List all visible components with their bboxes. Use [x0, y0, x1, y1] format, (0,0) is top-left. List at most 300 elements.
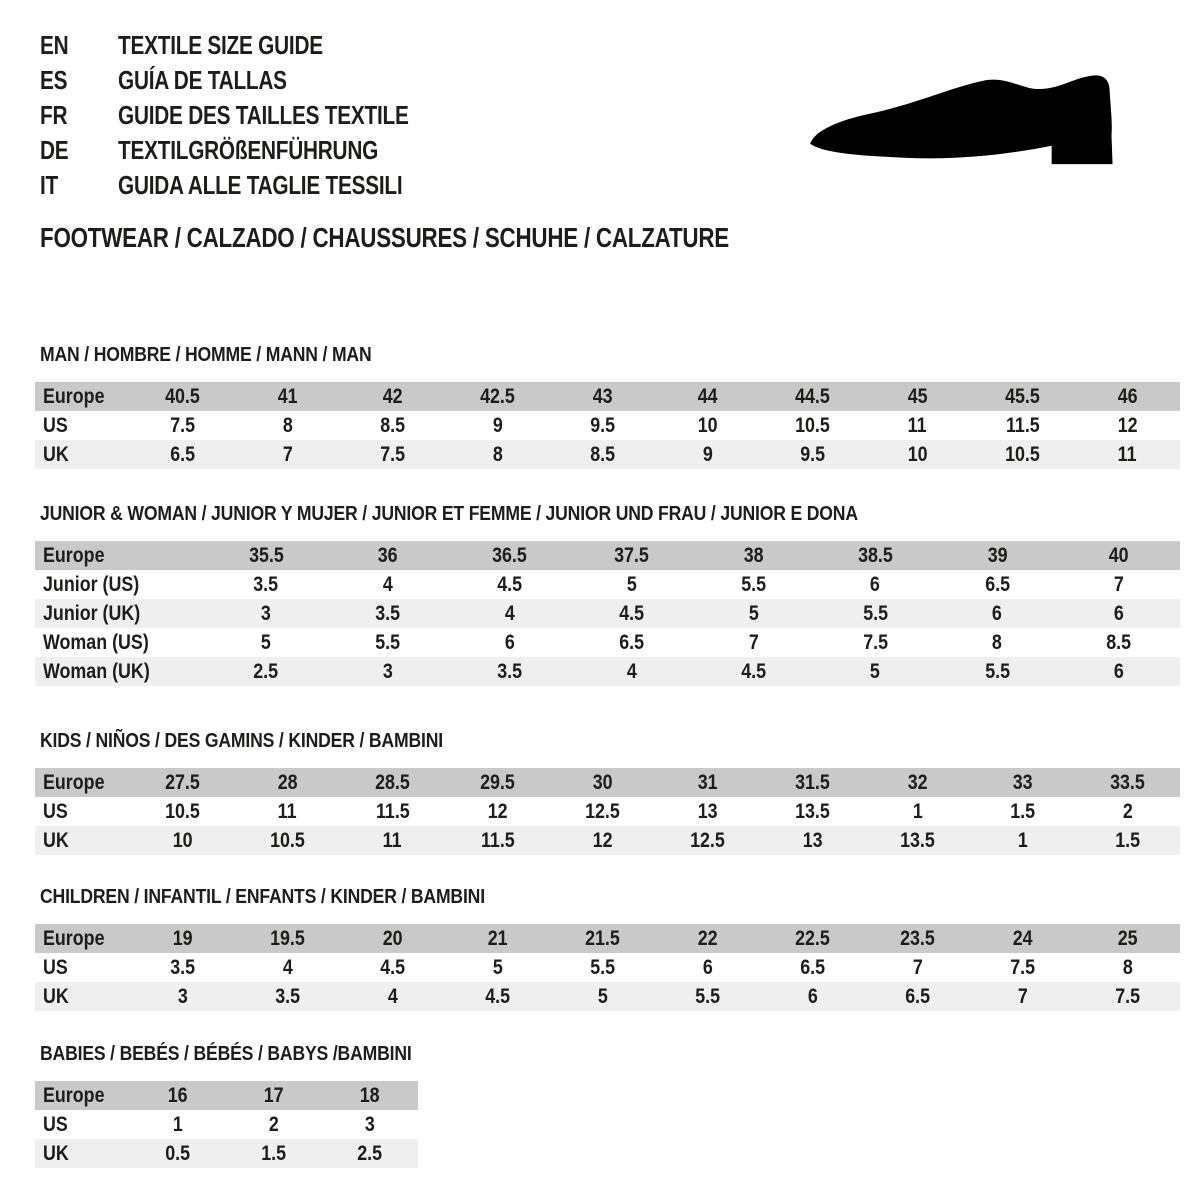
language-code-text: IT — [40, 170, 59, 200]
row-label-text: Europe — [43, 770, 105, 794]
size-cell-text: 31.5 — [795, 770, 830, 794]
size-cell — [130, 1139, 226, 1168]
size-cell-text: 7 — [748, 630, 759, 654]
size-cell — [205, 628, 327, 657]
row-label — [35, 382, 130, 411]
size-cell — [693, 570, 815, 599]
size-cell-text: 7.5 — [1115, 984, 1140, 1008]
size-cell-text: 11 — [278, 799, 297, 823]
size-cell — [130, 982, 235, 1011]
section-title-text: CHILDREN / INFANTIL / ENFANTS / KINDER / BAMBINI — [40, 886, 485, 908]
row-label — [35, 570, 205, 599]
size-cell-text: 21 — [487, 926, 508, 950]
size-cell-text: 1.5 — [261, 1141, 287, 1165]
size-cell-text: 1.5 — [1010, 799, 1035, 823]
size-cell-text: 22 — [697, 926, 718, 950]
size-cell-text: 7.5 — [862, 630, 888, 654]
table-row — [35, 657, 1180, 686]
size-cell — [970, 982, 1075, 1011]
size-cell — [235, 411, 340, 440]
size-cell-text: 25 — [1117, 926, 1138, 950]
size-cell-text: 41 — [277, 384, 298, 408]
size-cell — [322, 1110, 418, 1139]
size-cell-text: 18 — [360, 1083, 380, 1107]
size-cell-text: 6.5 — [984, 572, 1010, 596]
size-cell — [235, 382, 340, 411]
size-cell-text: 38 — [743, 543, 764, 567]
size-cell-text: 7 — [912, 955, 923, 979]
size-cell-text: 4.5 — [485, 984, 510, 1008]
size-cell — [760, 440, 865, 469]
section-junior-woman — [35, 504, 1180, 686]
size-cell-text: 10.5 — [795, 413, 830, 437]
size-cell — [445, 826, 550, 855]
row-label-text: Junior (UK) — [43, 601, 141, 625]
size-cell — [760, 982, 865, 1011]
size-cell — [235, 440, 340, 469]
size-cell — [1075, 953, 1180, 982]
table-row — [35, 768, 1180, 797]
size-cell-text: 4 — [382, 572, 393, 596]
row-label-text: Junior (US) — [43, 572, 140, 596]
size-cell — [865, 440, 970, 469]
size-cell — [550, 924, 655, 953]
size-cell — [865, 953, 970, 982]
table-row — [35, 570, 1180, 599]
size-cell-text: 4.5 — [380, 955, 405, 979]
size-cell-text: 7 — [1114, 572, 1125, 596]
size-cell-text: 6.5 — [170, 442, 195, 466]
size-cell-text: 30 — [592, 770, 613, 794]
size-cell — [550, 768, 655, 797]
row-label — [35, 797, 130, 826]
language-row — [40, 168, 481, 203]
size-cell-text: 8.5 — [380, 413, 405, 437]
size-cell-text: 10 — [697, 413, 718, 437]
size-cell-text: 12 — [1117, 413, 1138, 437]
size-cell — [226, 1139, 322, 1168]
section-children — [35, 887, 1180, 1011]
size-cell-text: 3 — [260, 601, 271, 625]
section-title — [40, 887, 1180, 907]
language-code — [40, 65, 118, 96]
language-title-text: TEXTILGRÖßENFÜHRUNG — [118, 135, 379, 165]
size-table — [35, 1081, 418, 1168]
size-cell-text: 6 — [1114, 601, 1125, 625]
size-cell-text: 2.5 — [357, 1141, 383, 1165]
language-row — [40, 63, 481, 98]
table-row — [35, 953, 1180, 982]
size-table — [35, 541, 1180, 686]
language-code-text: ES — [40, 65, 68, 95]
section-kids — [35, 731, 1180, 855]
size-cell — [814, 570, 936, 599]
size-cell — [327, 628, 449, 657]
size-cell — [1058, 570, 1180, 599]
category-line-text: FOOTWEAR / CALZADO / CHAUSSURES / SCHUHE / CALZATURE — [40, 222, 729, 253]
section-title — [40, 1044, 462, 1064]
size-cell-text: 38.5 — [857, 543, 893, 567]
size-cell-text: 1 — [1017, 828, 1028, 852]
size-cell — [130, 768, 235, 797]
size-cell-text: 27.5 — [165, 770, 200, 794]
row-label-text: UK — [43, 1141, 69, 1165]
size-cell — [340, 826, 445, 855]
size-cell-text: 8 — [992, 630, 1003, 654]
language-code — [40, 135, 118, 166]
size-cell-text: 28 — [277, 770, 298, 794]
size-cell — [449, 599, 571, 628]
size-cell-text: 3.5 — [275, 984, 300, 1008]
size-cell — [1075, 768, 1180, 797]
size-cell — [550, 440, 655, 469]
size-cell-text: 24 — [1012, 926, 1033, 950]
size-cell-text: 3.5 — [170, 955, 195, 979]
row-label-text: UK — [43, 828, 69, 852]
size-cell-text: 4 — [387, 984, 398, 1008]
size-cell — [235, 826, 340, 855]
language-title — [118, 30, 374, 61]
size-cell — [226, 1081, 322, 1110]
size-cell — [760, 953, 865, 982]
size-cell-text: 36.5 — [492, 543, 528, 567]
size-cell — [449, 657, 571, 686]
size-cell-text: 2 — [1122, 799, 1133, 823]
table-row — [35, 599, 1180, 628]
size-cell — [445, 924, 550, 953]
size-cell — [130, 953, 235, 982]
section-title-text: BABIES / BEBÉS / BÉBÉS / BABYS /BAMBINI — [40, 1043, 412, 1065]
size-cell — [340, 768, 445, 797]
section-title — [40, 731, 1180, 751]
section-title-text: KIDS / NIÑOS / DES GAMINS / KINDER / BAMBINI — [40, 730, 443, 752]
size-cell — [970, 768, 1075, 797]
size-cell-text: 42 — [382, 384, 403, 408]
size-cell-text: 12.5 — [585, 799, 620, 823]
size-cell — [865, 768, 970, 797]
size-cell-text: 44 — [697, 384, 718, 408]
size-cell — [235, 924, 340, 953]
size-cell-text: 19 — [172, 926, 193, 950]
size-cell-text: 6 — [702, 955, 713, 979]
size-cell-text: 3.5 — [497, 659, 523, 683]
size-cell — [760, 382, 865, 411]
size-cell — [1058, 599, 1180, 628]
row-label-text: Europe — [43, 926, 105, 950]
size-cell-text: 5 — [597, 984, 608, 1008]
row-label — [35, 953, 130, 982]
size-cell — [936, 599, 1058, 628]
size-cell — [235, 768, 340, 797]
size-cell-text: 6.5 — [619, 630, 644, 654]
size-cell-text: 36 — [377, 543, 398, 567]
size-table — [35, 768, 1180, 855]
size-cell-text: 9.5 — [590, 413, 615, 437]
size-cell — [865, 797, 970, 826]
size-cell — [760, 411, 865, 440]
size-cell-text: 16 — [168, 1083, 188, 1107]
size-cell-text: 5.5 — [984, 659, 1010, 683]
size-cell — [235, 797, 340, 826]
size-cell-text: 40 — [1109, 543, 1129, 567]
size-cell-text: 1 — [912, 799, 923, 823]
size-cell-text: 39 — [987, 543, 1008, 567]
size-cell — [340, 953, 445, 982]
row-label — [35, 982, 130, 1011]
size-cell — [693, 541, 815, 570]
size-cell-text: 9 — [702, 442, 713, 466]
table-row — [35, 982, 1180, 1011]
size-cell-text: 45.5 — [1005, 384, 1040, 408]
section-title-text: JUNIOR & WOMAN / JUNIOR Y MUJER / JUNIOR ET FEMME / JUNIOR UND FRAU / JUNIOR E DONA — [40, 503, 858, 525]
size-cell-text: 22.5 — [795, 926, 830, 950]
size-cell — [571, 628, 693, 657]
size-cell — [327, 599, 449, 628]
language-title — [118, 135, 443, 166]
size-cell — [550, 953, 655, 982]
size-cell-text: 4.5 — [619, 601, 644, 625]
table-row — [35, 1081, 418, 1110]
size-table — [35, 924, 1180, 1011]
size-cell — [865, 382, 970, 411]
row-label — [35, 411, 130, 440]
size-cell — [327, 570, 449, 599]
language-title-text: TEXTILE SIZE GUIDE — [118, 30, 323, 60]
row-label — [35, 440, 130, 469]
language-code — [40, 100, 118, 131]
table-row — [35, 924, 1180, 953]
size-cell — [550, 826, 655, 855]
size-cell-text: 35.5 — [248, 543, 284, 567]
size-cell — [445, 382, 550, 411]
size-cell — [936, 541, 1058, 570]
size-cell-text: 4 — [282, 955, 293, 979]
size-cell — [760, 826, 865, 855]
row-label-text: US — [43, 1112, 68, 1136]
size-cell-text: 5 — [626, 572, 637, 596]
size-cell — [340, 924, 445, 953]
row-label-text: US — [43, 799, 68, 823]
size-table-slot — [35, 382, 1180, 469]
size-cell-text: 5.5 — [741, 572, 766, 596]
language-title-text: GUIDE DES TAILLES TEXTILE — [118, 100, 409, 130]
size-cell — [445, 953, 550, 982]
size-cell-text: 8 — [492, 442, 503, 466]
table-row — [35, 1110, 418, 1139]
size-cell — [814, 541, 936, 570]
size-cell-text: 11 — [383, 828, 402, 852]
size-cell — [1075, 797, 1180, 826]
row-label-text: UK — [43, 442, 69, 466]
table-row — [35, 628, 1180, 657]
size-cell-text: 6.5 — [905, 984, 930, 1008]
row-label-text: Europe — [43, 384, 105, 408]
row-label-text: Woman (US) — [43, 630, 149, 654]
size-cell-text: 7 — [1017, 984, 1028, 1008]
size-cell — [322, 1139, 418, 1168]
size-cell — [970, 411, 1075, 440]
size-cell — [814, 628, 936, 657]
size-cell — [655, 440, 760, 469]
size-cell-text: 13.5 — [795, 799, 830, 823]
size-cell — [655, 768, 760, 797]
size-cell — [1075, 982, 1180, 1011]
table-row — [35, 1139, 418, 1168]
row-label — [35, 826, 130, 855]
size-cell-text: 8.5 — [1106, 630, 1132, 654]
size-cell — [205, 657, 327, 686]
category-line — [40, 222, 901, 254]
size-cell-text: 21.5 — [585, 926, 620, 950]
size-cell-text: 13 — [697, 799, 718, 823]
section-man — [35, 345, 1180, 469]
section-title — [40, 504, 1180, 524]
size-cell — [130, 1081, 226, 1110]
size-cell — [205, 541, 327, 570]
language-title — [118, 65, 329, 96]
size-cell-text: 2 — [269, 1112, 279, 1136]
size-cell-text: 13 — [802, 828, 823, 852]
size-cell-text: 40.5 — [165, 384, 200, 408]
size-cell-text: 6 — [504, 630, 515, 654]
size-cell-text: 1.5 — [1115, 828, 1140, 852]
size-cell — [970, 924, 1075, 953]
size-cell — [814, 657, 936, 686]
language-code-text: EN — [40, 30, 69, 60]
size-cell — [340, 982, 445, 1011]
size-cell — [130, 924, 235, 953]
size-cell-text: 3 — [382, 659, 393, 683]
size-cell — [235, 982, 340, 1011]
row-label — [35, 1110, 130, 1139]
size-cell — [130, 440, 235, 469]
size-cell — [130, 797, 235, 826]
size-cell — [571, 570, 693, 599]
size-cell-text: 33 — [1012, 770, 1033, 794]
header-language-list — [40, 28, 481, 203]
size-cell — [970, 440, 1075, 469]
size-cell-text: 8 — [282, 413, 293, 437]
table-row — [35, 382, 1180, 411]
size-cell — [760, 797, 865, 826]
size-cell-text: 43 — [592, 384, 613, 408]
size-cell-text: 6 — [1114, 659, 1125, 683]
size-cell — [1075, 440, 1180, 469]
section-title-text: MAN / HOMBRE / HOMME / MANN / MAN — [40, 344, 372, 366]
language-title — [118, 170, 474, 201]
size-cell — [655, 953, 760, 982]
size-cell-text: 4 — [504, 601, 515, 625]
size-cell — [865, 826, 970, 855]
row-label — [35, 628, 205, 657]
size-cell-text: 11.5 — [375, 799, 410, 823]
size-cell — [445, 440, 550, 469]
size-cell-text: 3.5 — [375, 601, 401, 625]
row-label — [35, 657, 205, 686]
size-cell-text: 3 — [177, 984, 188, 1008]
size-cell — [327, 541, 449, 570]
size-cell — [1075, 826, 1180, 855]
size-cell — [340, 440, 445, 469]
size-cell — [936, 570, 1058, 599]
size-cell-text: 44.5 — [795, 384, 830, 408]
size-cell — [322, 1081, 418, 1110]
size-cell — [445, 982, 550, 1011]
row-label-text: US — [43, 955, 68, 979]
size-cell — [550, 382, 655, 411]
size-cell — [445, 768, 550, 797]
size-cell — [1075, 382, 1180, 411]
size-cell — [235, 953, 340, 982]
size-cell — [449, 570, 571, 599]
size-cell — [970, 382, 1075, 411]
size-cell-text: 33.5 — [1110, 770, 1145, 794]
size-table-slot — [35, 541, 1180, 686]
language-row — [40, 28, 481, 63]
size-cell-text: 1 — [173, 1112, 183, 1136]
size-cell — [1058, 657, 1180, 686]
size-cell — [655, 982, 760, 1011]
row-label — [35, 1139, 130, 1168]
size-cell-text: 4.5 — [741, 659, 766, 683]
size-cell-text: 10.5 — [165, 799, 200, 823]
size-table — [35, 382, 1180, 469]
size-cell — [1075, 411, 1180, 440]
size-cell — [693, 628, 815, 657]
size-cell — [205, 570, 327, 599]
size-cell-text: 13.5 — [900, 828, 935, 852]
table-row — [35, 797, 1180, 826]
size-cell — [130, 411, 235, 440]
size-cell — [1058, 541, 1180, 570]
size-cell — [655, 797, 760, 826]
size-cell-text: 11 — [908, 413, 927, 437]
size-cell-text: 5.5 — [862, 601, 888, 625]
size-cell — [130, 826, 235, 855]
size-cell — [760, 768, 865, 797]
size-cell-text: 5 — [870, 659, 881, 683]
size-cell — [205, 599, 327, 628]
size-cell-text: 11.5 — [480, 828, 515, 852]
table-row — [35, 440, 1180, 469]
table-row — [35, 826, 1180, 855]
size-cell-text: 45 — [907, 384, 928, 408]
size-cell-text: 0.5 — [165, 1141, 191, 1165]
size-cell — [571, 599, 693, 628]
size-cell-text: 23.5 — [900, 926, 935, 950]
size-cell-text: 7.5 — [380, 442, 405, 466]
size-table-slot — [35, 1081, 462, 1168]
size-cell — [936, 628, 1058, 657]
size-cell-text: 28.5 — [375, 770, 410, 794]
size-cell — [550, 411, 655, 440]
size-cell-text: 9 — [492, 413, 503, 437]
size-cell-text: 29.5 — [480, 770, 515, 794]
size-cell — [1075, 924, 1180, 953]
size-cell-text: 6 — [870, 572, 881, 596]
row-label — [35, 599, 205, 628]
size-cell-text: 5.5 — [695, 984, 720, 1008]
table-row — [35, 541, 1180, 570]
row-label-text: US — [43, 413, 68, 437]
size-cell-text: 5.5 — [375, 630, 401, 654]
size-cell — [550, 797, 655, 826]
size-cell — [865, 411, 970, 440]
size-table-slot — [35, 924, 1180, 1011]
size-cell-text: 11 — [1118, 442, 1137, 466]
size-cell-text: 46 — [1117, 384, 1138, 408]
size-cell-text: 32 — [907, 770, 928, 794]
